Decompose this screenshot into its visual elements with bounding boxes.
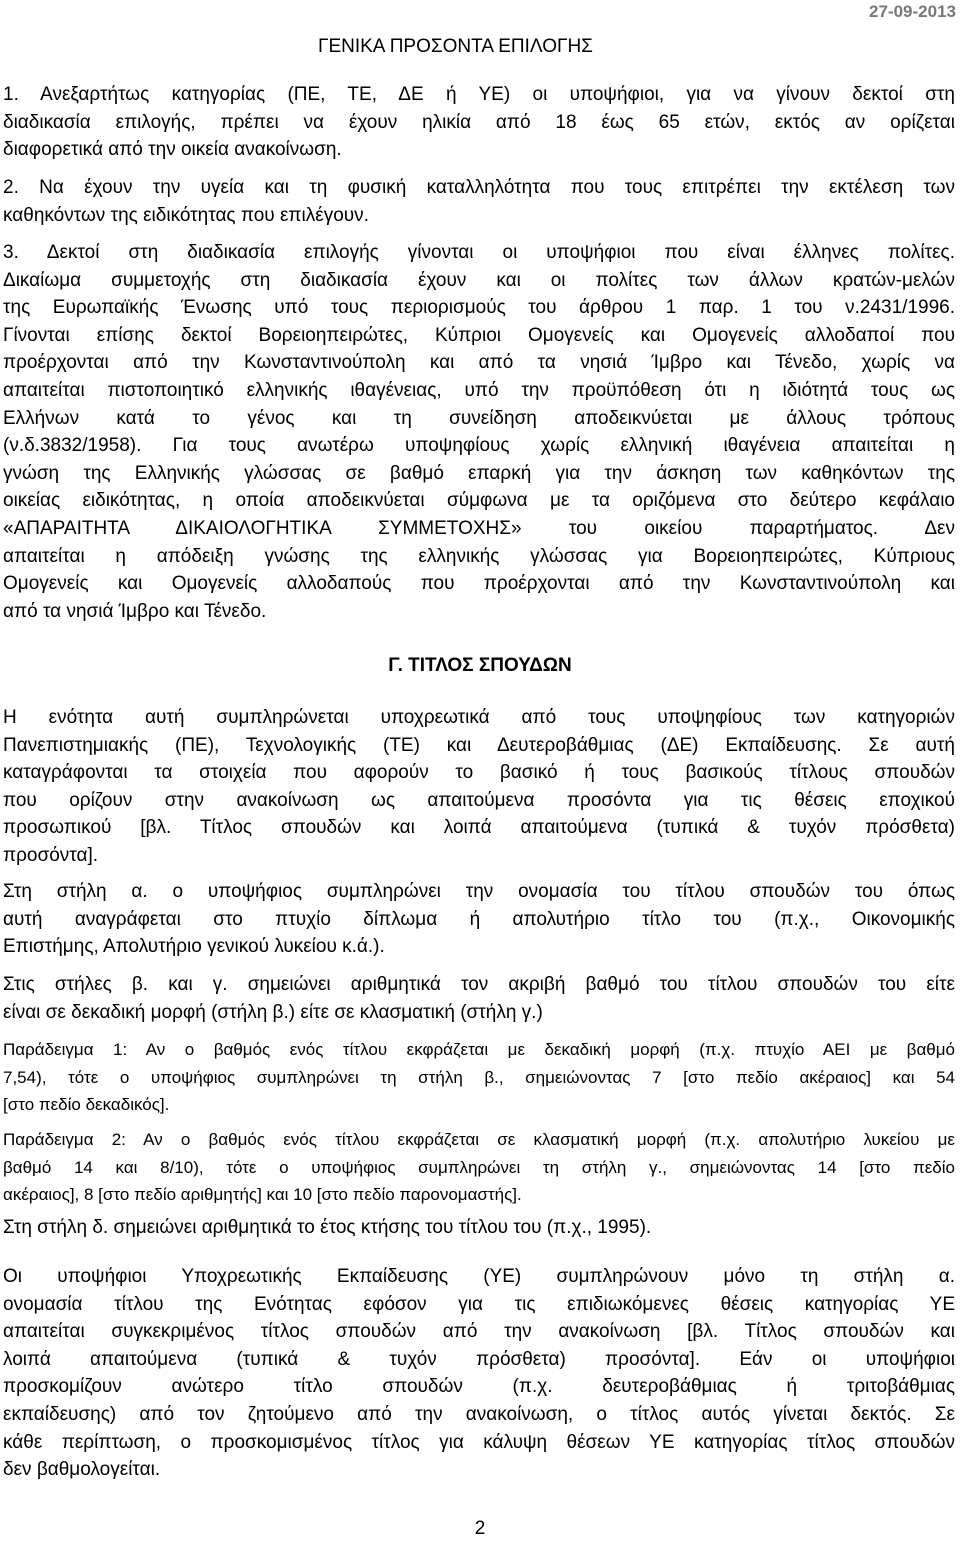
paragraph-column-d xyxy=(3,1214,955,1242)
text-line: Ελλήνων κατά το γένος και τη συνείδηση αποδεικνύεται με άλλους τρόπους xyxy=(3,407,955,429)
text-line: Επιστήμης, Απολυτήριο γενικού λυκείου κ.ά.). xyxy=(3,936,385,958)
text-line: 7,54), τότε ο υποψήφιος συμπληρώνει τη στήλη β., σημειώνοντας 7 [στο πεδίο ακέραιος] και 54 xyxy=(3,1067,955,1087)
text-line: 1. Ανεξαρτήτως κατηγορίας (ΠΕ, ΤΕ, ΔΕ ή ΥΕ) οι υποψήφιοι, για να γίνουν δεκτοί στη xyxy=(3,84,955,105)
paragraph-column-a xyxy=(3,878,955,961)
paragraph-health xyxy=(3,174,955,229)
text-line: δεν βαθμολογείται. xyxy=(3,1459,161,1481)
text-line: προσκομίζουν ανώτερο τίτλο σπουδών (π.χ. δευτεροβάθμιας ή τριτοβάθμιας xyxy=(3,1376,955,1398)
text-line: λοιπά απαιτούμενα (τυπικά & τυχόν πρόσθετα) προσόντα]. Εάν οι υποψήφιοι xyxy=(3,1348,955,1370)
text-line: απαιτείται πιστοποιητικό ελληνικής ιθαγένειας, υπό την προϋπόθεση ότι η ιδιότητά τους ως xyxy=(3,379,955,401)
text-line: προσόντα]. xyxy=(3,844,99,866)
text-line: αυτή αναγράφεται στο πτυχίο δίπλωμα ή απολυτήριο τίτλο του (π.χ., Οικονομικής xyxy=(3,908,955,930)
text-line: απαιτείται η απόδειξη γνώσης της ελληνικής γλώσσας για Βορειοηπειρώτες, Κύπριους xyxy=(3,545,955,567)
text-line: Οι υποψήφιοι Υποχρεωτικής Εκπαίδευσης (ΥΕ) συμπληρώνουν μόνο τη στήλη α. xyxy=(3,1266,955,1287)
text-line: διαδικασία επιλογής, πρέπει να έχουν ηλικία από 18 έως 65 ετών, εκτός αν ορίζεται xyxy=(3,111,955,133)
text-line: 3. Δεκτοί στη διαδικασία επιλογής γίνονται οι υποψήφιοι που είναι έλληνες πολίτες. xyxy=(3,242,955,263)
text-line: Ομογενείς και Ομογενείς αλλοδαπούς που προέρχονται από την Κωνσταντινούπολη και xyxy=(3,573,955,595)
paragraph-example-1 xyxy=(3,1036,955,1119)
text-line: Στη στήλη α. ο υποψήφιος συμπληρώνει την ονομασία του τίτλου σπουδών του όπως xyxy=(3,881,955,902)
paragraph-degree-intro xyxy=(3,704,955,870)
paragraph-compulsory-education xyxy=(3,1263,955,1484)
text-line: Στις στήλες β. και γ. σημειώνει αριθμητικά τον ακριβή βαθμό του τίτλου σπουδών του είτε xyxy=(3,974,955,995)
section-heading: Γ. ΤΙΤΛΟΣ ΣΠΟΥΔΩΝ xyxy=(388,655,572,676)
text-line: «ΑΠΑΡΑΙΤΗΤΑ ΔΙΚΑΙΟΛΟΓΗΤΙΚΑ ΣΥΜΜΕΤΟΧΗΣ» του οικείου παραρτήματος. Δεν xyxy=(3,517,955,539)
text-line: Παράδειγμα 2: Αν ο βαθμός ενός τίτλου εκφράζεται σε κλασματική μορφή (π.χ. απολυτήριο λυκείου με xyxy=(3,1130,955,1149)
text-line: Η ενότητα αυτή συμπληρώνεται υποχρεωτικά από τους υποψηφίους των κατηγοριών xyxy=(3,707,955,728)
paragraph-citizenship xyxy=(3,239,955,625)
text-line: καταγράφονται τα στοιχεία που αφορούν το βασικό ή τους βασικούς τίτλους σπουδών xyxy=(3,762,955,784)
text-line: είναι σε δεκαδική μορφή (στήλη β.) είτε σε κλασματική (στήλη γ.) xyxy=(3,1001,543,1023)
paragraph-example-2 xyxy=(3,1126,955,1209)
text-line: Στη στήλη δ. σημειώνει αριθμητικά το έτος κτήσης του τίτλου του (π.χ., 1995). xyxy=(3,1217,652,1238)
text-line: (ν.δ.3832/1958). Για τους ανωτέρω υποψηφίους χωρίς ελληνική ιθαγένεια απαιτείται η xyxy=(3,435,955,457)
text-line: κάθε περίπτωση, ο προσκομισμένος τίτλος για κάλυψη θέσεων ΥΕ κατηγορίας τίτλος σπουδών xyxy=(3,1431,955,1453)
text-line: [στο πεδίο δεκαδικός]. xyxy=(3,1095,170,1115)
text-line: καθηκόντων της ειδικότητας που επιλέγουν. xyxy=(3,204,369,226)
paragraph-columns-b-c xyxy=(3,971,955,1026)
text-line: οικείας ειδικότητας, η οποία αποδεικνύεται σύμφωνα με τα οριζόμενα στο δεύτερο κεφάλαιο xyxy=(3,490,955,512)
text-line: γνώση της Ελληνικής γλώσσας σε βαθμό επαρκή για την άσκηση των καθηκόντων της xyxy=(3,462,955,484)
text-line: Παράδειγμα 1: Αν ο βαθμός ενός τίτλου εκφράζεται με δεκαδική μορφή (π.χ. πτυχίο ΑΕΙ με βαθμό xyxy=(3,1040,955,1059)
text-line: από τα νησιά Ίμβρο και Τένεδο. xyxy=(3,600,267,622)
text-line: Γίνονται επίσης δεκτοί Βορειοηπειρώτες, Κύπριοι Ομογενείς και Ομογενείς αλλοδαποί που xyxy=(3,324,955,346)
text-line: προέρχονται από την Κωνσταντινούπολη και από τα νησιά Ίμβρο και Τένεδο, χωρίς να xyxy=(3,352,955,374)
text-line: που ορίζουν στην ανακοίνωση ως απαιτούμενα προσόντα για τις θέσεις εποχικού xyxy=(3,789,955,811)
text-line: βαθμό 14 και 8/10), τότε ο υποψήφιος συμπληρώνει τη στήλη γ., σημειώνοντας 14 [στο πεδίο xyxy=(3,1157,955,1177)
text-line: απαιτείται συγκεκριμένος τίτλος σπουδών από την ανακοίνωση [βλ. Τίτλος σπουδών και xyxy=(3,1321,955,1343)
text-line: της Ευρωπαϊκής Ένωσης υπό τους περιορισμούς του άρθρου 1 παρ. 1 του ν.2431/1996. xyxy=(3,297,955,319)
document-date: 27-09-2013 xyxy=(869,2,956,21)
page-title: ΓΕΝΙΚΑ ΠΡΟΣΟΝΤΑ ΕΠΙΛΟΓΗΣ xyxy=(318,36,593,57)
text-line: ονομασία τίτλου της Ενότητας εφόσον για τις επιδιωκόμενες θέσεις κατηγορίας ΥΕ xyxy=(3,1293,955,1315)
text-line: 2. Να έχουν την υγεία και τη φυσική καταλληλότητα που τους επιτρέπει την εκτέλεση των xyxy=(3,177,955,198)
text-line: ακέραιος], 8 [στο πεδίο αριθμητής] και 10 [στο πεδίο παρονομαστής]. xyxy=(3,1185,522,1205)
text-line: προσωπικού [βλ. Τίτλος σπουδών και λοιπά απαιτούμενα (τυπικά & τυχόν πρόσθετα) xyxy=(3,817,955,839)
text-line: Δικαίωμα συμμετοχής στη διαδικασία έχουν και οι πολίτες των άλλων κρατών-μελών xyxy=(3,269,955,291)
text-line: Πανεπιστημιακής (ΠΕ), Τεχνολογικής (ΤΕ) και Δευτεροβάθμιας (ΔΕ) Εκπαίδευσης. Σε αυτή xyxy=(3,734,955,756)
paragraph-age xyxy=(3,81,955,164)
text-line: διαφορετικά από την οικεία ανακοίνωση. xyxy=(3,139,342,161)
text-line: εκπαίδευσης) από τον ζητούμενο από την ανακοίνωση, ο τίτλος αυτός γίνεται δεκτός. Σε xyxy=(3,1403,955,1425)
page-number: 2 xyxy=(474,1518,486,1539)
